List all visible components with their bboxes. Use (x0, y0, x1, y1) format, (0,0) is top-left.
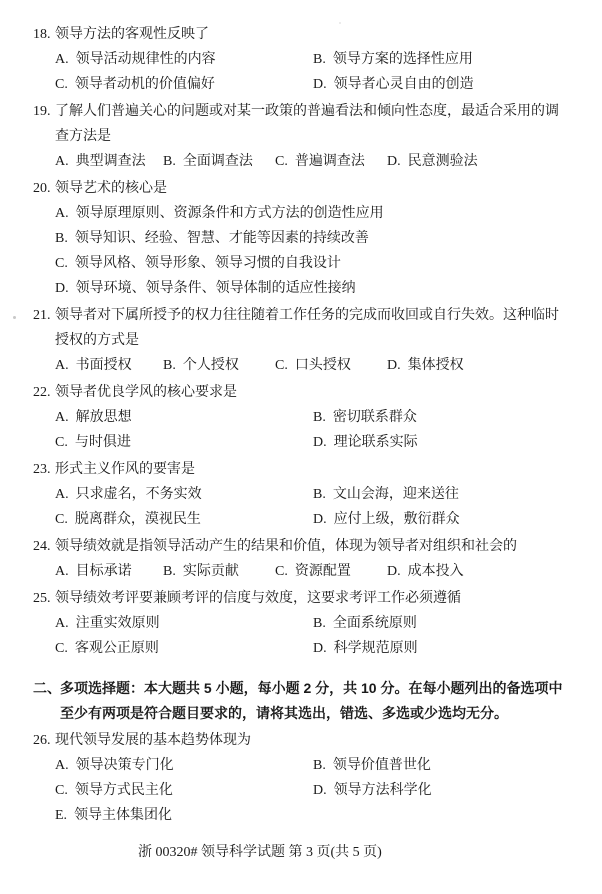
question-stem-line: 现代领导发展的基本趋势体现为 (55, 733, 251, 748)
question-body (55, 99, 574, 174)
option-text: 领导方案的选择性应用 (332, 52, 473, 67)
section-2-label: 二、 (33, 680, 61, 696)
question-stem-line: 领导者对下属所授予的权力往往随着工作任务的完成而收回或自行失效。这种临时 (55, 308, 559, 323)
question-number: 21. (33, 308, 51, 323)
question-body (55, 534, 574, 584)
question-block (33, 728, 574, 828)
option (387, 559, 574, 584)
option (55, 201, 574, 226)
option-label: B. (163, 564, 176, 579)
option-label: C. (275, 564, 288, 579)
option-text: 领导风格、领导形象、领导习惯的自我设计 (74, 256, 341, 271)
question-number: 19. (33, 104, 51, 119)
option-text: 应付上级，敷衍群众 (333, 512, 460, 527)
question-block (33, 303, 574, 378)
options-group (55, 149, 574, 174)
option-label: D. (387, 154, 401, 169)
question-body (55, 586, 574, 661)
option-label: D. (313, 512, 327, 527)
question-stem-line: 领导方法的客观性反映了 (55, 27, 209, 42)
option (275, 353, 387, 378)
option-text: 注重实效原则 (75, 616, 160, 631)
options-group (55, 559, 574, 584)
option-text: 领导方法科学化 (333, 783, 432, 798)
options-group (55, 47, 574, 97)
option-text: 只求虚名，不务实效 (75, 487, 202, 502)
option-text: 个人授权 (182, 358, 239, 373)
option-label: C. (275, 358, 288, 373)
option-text: 成本投入 (407, 564, 464, 579)
option-label: B. (313, 616, 326, 631)
question-body (55, 22, 574, 97)
option-label: D. (313, 641, 327, 656)
option (313, 72, 574, 97)
option-label: C. (55, 512, 68, 527)
option-text: 科学规范原则 (333, 641, 418, 656)
option-text: 书面授权 (75, 358, 132, 373)
option (55, 778, 313, 803)
option-text: 目标承诺 (75, 564, 132, 579)
option (55, 276, 574, 301)
question-block (33, 22, 574, 97)
option-text: 领导知识、经验、智慧、才能等因素的持续改善 (74, 231, 369, 246)
option-label: D. (387, 358, 401, 373)
option-text: 全面调查法 (182, 154, 253, 169)
scan-speck (13, 316, 16, 319)
option-text: 资源配置 (294, 564, 351, 579)
options-group (55, 611, 574, 661)
option-label: A. (55, 358, 69, 373)
question-stem-line: 查方法是 (55, 129, 111, 144)
option (55, 47, 313, 72)
option-text: 实际贡献 (182, 564, 239, 579)
option-label: A. (55, 487, 69, 502)
option-label: B. (313, 487, 326, 502)
scan-speck (339, 22, 341, 24)
option-text: 领导价值普世化 (332, 758, 431, 773)
option-text: 领导决策专门化 (75, 758, 174, 773)
option-text: 领导主体集团化 (74, 808, 173, 823)
option (55, 226, 574, 251)
single-choice-questions (33, 22, 574, 661)
option (55, 353, 163, 378)
option-label: A. (55, 154, 69, 169)
question-number: 24. (33, 539, 51, 554)
option-text: 普遍调查法 (294, 154, 365, 169)
option-label: B. (313, 52, 326, 67)
option (313, 482, 574, 507)
option-label: C. (55, 77, 68, 92)
option-text: 客观公正原则 (74, 641, 159, 656)
question-stem-line: 了解人们普遍关心的问题或对某一政策的普遍看法和倾向性态度，最适合采用的调 (55, 104, 559, 119)
option-label: B. (313, 758, 326, 773)
option-text: 民意测验法 (407, 154, 478, 169)
option (313, 636, 574, 661)
option-text: 脱离群众，漠视民生 (74, 512, 201, 527)
option-label: D. (313, 783, 327, 798)
question-block (33, 457, 574, 532)
option-label: D. (55, 281, 69, 296)
option-text: 口头授权 (294, 358, 351, 373)
option-label: B. (55, 231, 68, 246)
option-label: C. (55, 435, 68, 450)
option (55, 507, 313, 532)
option (55, 753, 313, 778)
question-stem-line: 领导绩效就是指领导活动产生的结果和价值，体现为领导者对组织和社会的 (55, 539, 517, 554)
option-label: A. (55, 52, 69, 67)
page-footer: 浙 00320# 领导科学试题 第 3 页(共 5 页) (138, 845, 382, 860)
option (313, 778, 574, 803)
question-stem-line: 领导者优良学风的核心要求是 (55, 385, 237, 400)
option (55, 482, 313, 507)
option-label: C. (55, 641, 68, 656)
option (55, 611, 313, 636)
option-text: 集体授权 (407, 358, 464, 373)
question-block (33, 380, 574, 455)
option (55, 559, 163, 584)
option-label: C. (55, 256, 68, 271)
option-text: 领导方式民主化 (74, 783, 173, 798)
options-group (55, 201, 574, 301)
options-group (55, 353, 574, 378)
question-block (33, 586, 574, 661)
option-label: D. (387, 564, 401, 579)
question-number: 20. (33, 181, 51, 196)
section-instructions-line: 多项选择题：本大题共 5 小题，每小题 2 分，共 10 分。在每小题列出的备选项中 (60, 680, 563, 696)
question-number: 22. (33, 385, 51, 400)
option (275, 559, 387, 584)
question-number: 26. (33, 733, 51, 748)
option-text: 领导者动机的价值偏好 (74, 77, 215, 92)
option (313, 430, 574, 455)
question-body (55, 380, 574, 455)
option-text: 密切联系群众 (332, 410, 417, 425)
option (55, 72, 313, 97)
question-stem-line: 领导艺术的核心是 (55, 181, 167, 196)
option-text: 与时俱进 (74, 435, 131, 450)
question-block (33, 99, 574, 174)
option-label: A. (55, 758, 69, 773)
option-label: B. (163, 358, 176, 373)
question-number: 18. (33, 27, 51, 42)
option (55, 636, 313, 661)
question-body (55, 457, 574, 532)
question-body (55, 303, 574, 378)
option (387, 149, 574, 174)
option (55, 430, 313, 455)
option (313, 611, 574, 636)
option (387, 353, 574, 378)
option-text: 领导原理原则、资源条件和方式方法的创造性应用 (75, 206, 384, 221)
option-text: 文山会海，迎来送往 (332, 487, 459, 502)
option-text: 理论联系实际 (333, 435, 418, 450)
section-2-header (33, 676, 574, 726)
option (55, 149, 163, 174)
option-label: D. (313, 77, 327, 92)
question-number: 23. (33, 462, 51, 477)
options-group (55, 482, 574, 532)
option (55, 405, 313, 430)
question-stem-line: 授权的方式是 (55, 333, 139, 348)
option-label: B. (163, 154, 176, 169)
option (313, 405, 574, 430)
option-text: 典型调查法 (75, 154, 146, 169)
option-label: A. (55, 616, 69, 631)
options-group (55, 753, 574, 828)
option-text: 领导环境、领导条件、领导体制的适应性接纳 (75, 281, 356, 296)
option-label: A. (55, 410, 69, 425)
question-body (55, 176, 574, 301)
option-label: D. (313, 435, 327, 450)
option (163, 353, 275, 378)
question-number: 25. (33, 591, 51, 606)
option-label: C. (275, 154, 288, 169)
question-body (55, 728, 574, 828)
section-instructions-line: 至少有两项是符合题目要求的，请将其选出，错选、多选或少选均无分。 (60, 705, 508, 721)
multi-choice-questions (33, 728, 574, 828)
option-text: 领导活动规律性的内容 (75, 52, 216, 67)
option-text: 领导者心灵自由的创造 (333, 77, 474, 92)
question-block (33, 176, 574, 301)
option (275, 149, 387, 174)
option-label: A. (55, 206, 69, 221)
option (313, 507, 574, 532)
question-stem-line: 形式主义作风的要害是 (55, 462, 195, 477)
question-stem-line: 领导绩效考评要兼顾考评的信度与效度，这要求考评工作必须遵循 (55, 591, 461, 606)
options-group (55, 405, 574, 455)
option-text: 解放思想 (75, 410, 132, 425)
option-label: B. (313, 410, 326, 425)
question-block (33, 534, 574, 584)
option (55, 803, 313, 828)
option (313, 753, 574, 778)
option (163, 559, 275, 584)
option (313, 47, 574, 72)
option (55, 251, 574, 276)
option-label: C. (55, 783, 68, 798)
option (163, 149, 275, 174)
option-text: 全面系统原则 (332, 616, 417, 631)
section-2-instructions (60, 676, 574, 726)
option-label: E. (55, 808, 68, 823)
option-label: A. (55, 564, 69, 579)
